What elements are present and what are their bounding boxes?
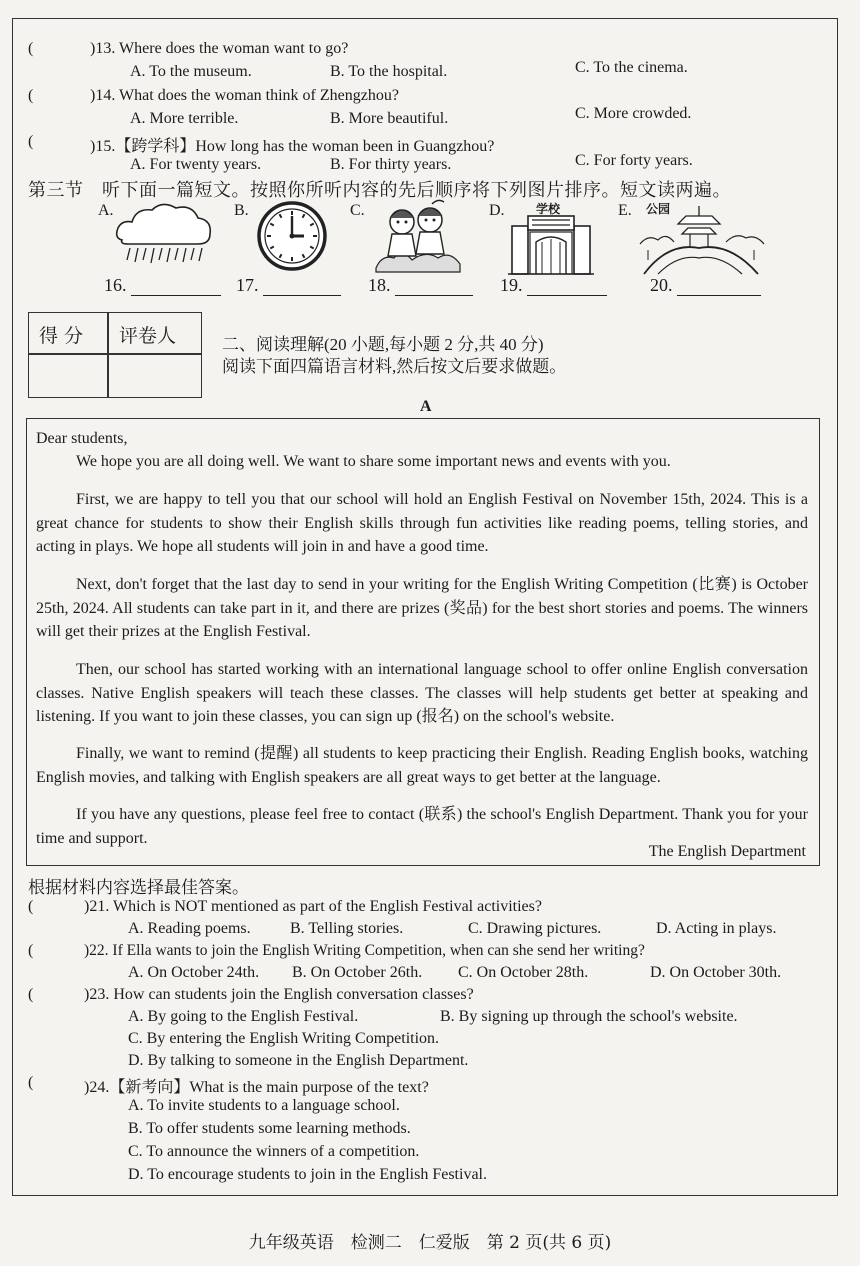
passage-paragraph-1: We hope you are all doing well. We want to share some important news and events with you.	[76, 453, 671, 470]
question-text: )22. If Ella wants to join the English Writing Competition, when can she send her writing?	[84, 942, 645, 959]
answer-paren: (	[28, 87, 34, 104]
option-a: A. To invite students to a language school.	[128, 1097, 400, 1114]
option-c: C. To the cinema.	[575, 59, 688, 76]
option-d: D. By talking to someone in the English Department.	[128, 1052, 469, 1069]
children-icon	[372, 198, 464, 276]
option-a: A. By going to the English Festival.	[128, 1008, 359, 1025]
option-a: A. On October 24th.	[128, 964, 260, 981]
blank-number: 19.	[500, 275, 523, 295]
question-text: )13. Where does the woman want to go?	[90, 40, 349, 57]
answer-paren: (	[28, 133, 34, 150]
picture-letter-a: A.	[98, 202, 114, 219]
question-text: )24.【新考向】What is the main purpose of the text?	[84, 1079, 429, 1096]
picture-letter-d: D.	[489, 202, 505, 219]
passage-signature: The English Department	[648, 843, 806, 860]
option-d: D. On October 30th.	[650, 964, 782, 981]
option-b: B. By signing up through the school's website.	[440, 1008, 738, 1025]
passage-paragraph-2: First, we are happy to tell you that our school will hold an English Festival on November 15th, 2024. This is a great chance for students to show their English skills through fun activities like reading poems, telling stories, and acting in plays. We hope all students will join in and have a good time.	[36, 491, 808, 555]
park-pavilion-icon	[638, 204, 768, 276]
option-c: C. To announce the winners of a competition.	[128, 1143, 420, 1160]
rain-cloud-icon	[112, 200, 216, 274]
option-b: B. More beautiful.	[330, 110, 449, 127]
passage-paragraph-6: If you have any questions, please feel free to contact (联系) the school's English Department. Thank you for your time and support.	[36, 806, 808, 847]
option-a: A. More terrible.	[130, 110, 239, 127]
passage-label: A	[420, 398, 432, 415]
option-c: C. More crowded.	[575, 105, 692, 122]
questions-intro: 根据材料内容选择最佳答案。	[28, 878, 249, 897]
score-box	[28, 312, 202, 398]
picture-caption-d: 学校	[536, 202, 561, 216]
part2-title: 二、阅读理解(20 小题,每小题 2 分,共 40 分)	[222, 335, 544, 354]
option-d: D. Acting in plays.	[656, 920, 777, 937]
question-text: )15.【跨学科】How long has the woman been in Guangzhou?	[90, 138, 495, 155]
picture-letter-e: E.	[618, 202, 632, 219]
order-blank-18[interactable]	[368, 275, 473, 296]
blank-number: 20.	[650, 275, 673, 295]
section3-instruction: 第三节 听下面一篇短文。按照你所听内容的先后顺序将下列图片排序。短文读两遍。	[28, 180, 731, 200]
school-gate-icon	[508, 212, 594, 276]
answer-paren: (	[28, 1074, 34, 1091]
order-blank-17[interactable]	[236, 275, 341, 296]
page-footer: 九年级英语 检测二 仁爱版 第 2 页(共 6 页)	[248, 1233, 612, 1253]
grader-label: 评卷人	[119, 325, 177, 347]
option-b: B. On October 26th.	[292, 964, 423, 981]
option-a: A. Reading poems.	[128, 920, 251, 937]
order-blank-16[interactable]	[104, 275, 221, 296]
answer-paren: (	[28, 986, 34, 1003]
option-d: D. To encourage students to join in the English Festival.	[128, 1166, 487, 1183]
blank-number: 17.	[236, 275, 259, 295]
blank-number: 16.	[104, 275, 127, 295]
option-b: B. To offer students some learning methods.	[128, 1120, 411, 1137]
option-b: B. For thirty years.	[330, 156, 452, 173]
passage-paragraph-5: Finally, we want to remind (提醒) all students to keep practicing their English. Reading English books, watching English movies, and talking with English speakers are all great ways to get better at the language.	[36, 745, 808, 786]
option-a: A. For twenty years.	[130, 156, 262, 173]
question-text: )23. How can students join the English conversation classes?	[84, 986, 474, 1003]
question-text: )21. Which is NOT mentioned as part of the English Festival activities?	[84, 898, 542, 915]
part2-instruction: 阅读下面四篇语言材料,然后按文后要求做题。	[222, 357, 567, 376]
passage-paragraph-4: Then, our school has started working with an international language school to offer online English conversation classes. Native English speakers will teach these classes. The classes will help students get better at speaking and listening. If you want to join these classes, you can sign up (报名) on the school's website.	[36, 661, 808, 725]
option-c: C. On October 28th.	[458, 964, 589, 981]
option-b: B. To the hospital.	[330, 63, 448, 80]
picture-letter-c: C.	[350, 202, 365, 219]
option-c: C. For forty years.	[575, 152, 693, 169]
option-a: A. To the museum.	[130, 63, 252, 80]
option-b: B. Telling stories.	[290, 920, 404, 937]
answer-paren: (	[28, 942, 34, 959]
option-c: C. Drawing pictures.	[468, 920, 602, 937]
answer-paren: (	[28, 898, 34, 915]
picture-letter-b: B.	[234, 202, 249, 219]
question-text: )14. What does the woman think of Zhengzhou?	[90, 87, 399, 104]
clock-icon	[256, 200, 328, 272]
answer-paren: (	[28, 40, 34, 57]
order-blank-20[interactable]	[650, 275, 761, 296]
picture-caption-e: 公园	[646, 202, 671, 216]
blank-number: 18.	[368, 275, 391, 295]
option-c: C. By entering the English Writing Competition.	[128, 1030, 440, 1047]
order-blank-19[interactable]	[500, 275, 607, 296]
passage-greeting: Dear students,	[36, 430, 128, 447]
score-label: 得 分	[39, 325, 84, 347]
passage-paragraph-3: Next, don't forget that the last day to send in your writing for the English Writing Competition (比赛) is October 25th, 2024. All students can take part in it, and there are prizes (奖品) for the best short stories and poems. The winners will get their prizes at the English Festival.	[36, 576, 808, 640]
